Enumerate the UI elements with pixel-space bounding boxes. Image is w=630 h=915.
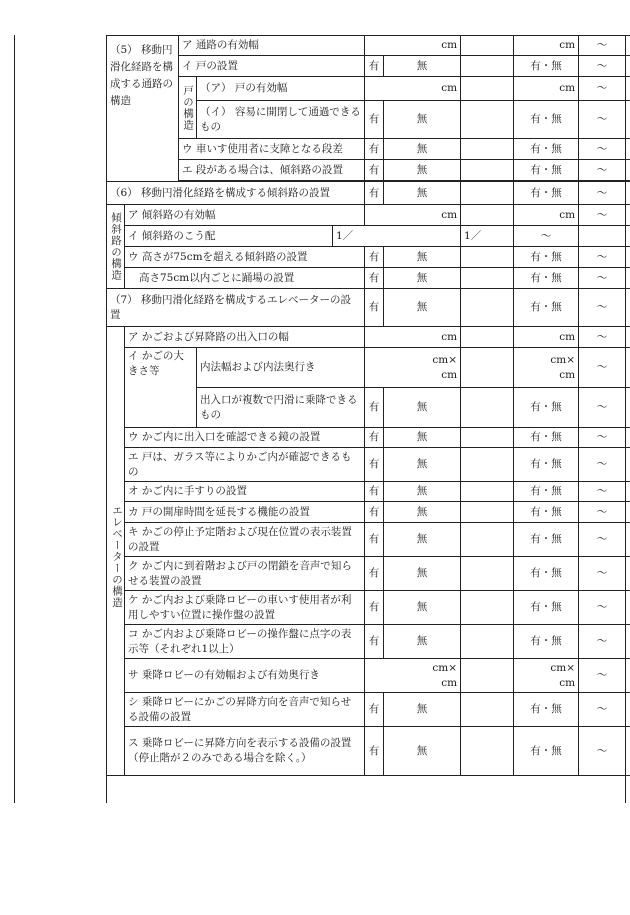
- unit-top: cm×: [550, 353, 576, 366]
- yes-cell: 有: [365, 139, 384, 160]
- table-row: [107, 139, 630, 160]
- yes-no-cell: 有・無: [514, 428, 579, 448]
- table-row: [107, 56, 630, 77]
- blank-cell: [626, 448, 630, 482]
- range-cell: ～: [579, 36, 626, 56]
- yes-cell: 有: [365, 388, 384, 428]
- door-structure-label: 戸の構造: [179, 77, 197, 139]
- table-row: [107, 523, 630, 557]
- row-label: エ 戸は、ガラス等によりかご内が確認できるもの: [125, 448, 365, 482]
- blank-cell: [626, 160, 630, 181]
- yes-no-cell: 有・無: [514, 56, 579, 77]
- facility-check-table: [106, 35, 630, 776]
- no-cell: 無: [384, 523, 461, 557]
- blank-cell: [461, 139, 514, 160]
- range-cell: ～: [579, 523, 626, 557]
- row-label: ウ 車いす使用者に支障となる段差: [179, 139, 365, 160]
- range-cell: ～: [579, 160, 626, 181]
- blank-cell: [626, 428, 630, 448]
- row-label: エ 段がある場合は、傾斜路の設置: [179, 160, 365, 181]
- blank-cell: [461, 77, 514, 101]
- blank-cell: [461, 160, 514, 181]
- table-row: [107, 36, 630, 56]
- yes-no-cell: 有・無: [514, 502, 579, 523]
- row-label: カ 戸の開扉時間を延長する機能の設置: [125, 502, 365, 523]
- blank-cell: [461, 36, 514, 56]
- range-cell: ～: [579, 388, 626, 428]
- yes-cell: 有: [365, 160, 384, 181]
- yes-no-cell: 有・無: [514, 727, 579, 776]
- table-row: [107, 182, 630, 205]
- yes-cell: 有: [365, 182, 384, 205]
- row-label: ス 乗降ロビーに昇降方向を表示する設備の設置（停止階が２のみである場合を除く。）: [125, 727, 365, 776]
- yes-no-cell: 有・無: [514, 182, 579, 205]
- table-row: [107, 727, 630, 776]
- range-cell: ～: [579, 502, 626, 523]
- yes-cell: 有: [365, 727, 384, 776]
- blank-cell: [626, 523, 630, 557]
- blank-cell: [626, 348, 630, 388]
- yes-cell: 有: [365, 502, 384, 523]
- table-row: [107, 77, 630, 101]
- blank-cell: [626, 482, 630, 502]
- blank-cell: [461, 727, 514, 776]
- no-cell: 無: [384, 625, 461, 659]
- row-label: ウ かご内に出入口を確認できる鏡の設置: [125, 428, 365, 448]
- blank-cell: [461, 388, 514, 428]
- unit-cell: cm: [365, 36, 461, 56]
- blank-cell: [461, 591, 514, 625]
- range-cell: ～: [579, 482, 626, 502]
- table-row: [107, 625, 630, 659]
- range-cell: ～: [579, 659, 626, 693]
- yes-cell: 有: [365, 56, 384, 77]
- blank-cell: [461, 557, 514, 591]
- unit-bottom: cm: [559, 676, 576, 689]
- unit-cell: [365, 659, 461, 693]
- blank-cell: [461, 448, 514, 482]
- no-cell: 無: [384, 482, 461, 502]
- yes-no-cell: 有・無: [514, 139, 579, 160]
- blank-cell: [461, 327, 514, 348]
- unit-cell: cm: [365, 327, 461, 348]
- yes-no-cell: 有・無: [514, 247, 579, 268]
- range-cell: ～: [579, 625, 626, 659]
- row-sublabel: 出入口が複数で円滑に乗降できるもの: [197, 388, 365, 428]
- table-row: [107, 659, 630, 693]
- yes-cell: 有: [365, 625, 384, 659]
- blank-cell: [461, 56, 514, 77]
- range-cell: ～: [579, 56, 626, 77]
- unit-cell: cm: [365, 77, 461, 101]
- no-cell: 無: [384, 247, 461, 268]
- blank-cell: [626, 502, 630, 523]
- row-label: オ かご内に手すりの設置: [125, 482, 365, 502]
- blank-cell: [461, 268, 514, 289]
- row-label: ケ かご内および乗降ロビーの車いす使用者が利用しやすい位置に操作盤の設置: [125, 591, 365, 625]
- blank-cell: [626, 205, 630, 226]
- yes-cell: 有: [365, 428, 384, 448]
- yes-cell: 有: [365, 289, 384, 327]
- range-cell: ～: [579, 727, 626, 776]
- row-label: イ 傾斜路のこう配: [125, 226, 333, 247]
- range-cell: ～: [579, 268, 626, 289]
- unit-cell: cm: [514, 327, 579, 348]
- unit-top: cm×: [432, 353, 458, 366]
- unit-bottom: cm: [441, 676, 458, 689]
- table-row: [107, 557, 630, 591]
- blank-cell: [461, 428, 514, 448]
- row-label: ア かごおよび昇降路の出入口の幅: [125, 327, 365, 348]
- unit-top: cm×: [432, 661, 458, 674]
- left-margin-line: [14, 35, 15, 803]
- blank-cell: [579, 226, 626, 247]
- range-cell: ～: [579, 327, 626, 348]
- blank-cell: [626, 693, 630, 727]
- range-cell: ～: [514, 226, 579, 247]
- yes-cell: 有: [365, 591, 384, 625]
- row-label: コ かご内および乗降ロビーの操作盤に点字の表示等（それぞれ1以上）: [125, 625, 365, 659]
- yes-cell: 有: [365, 482, 384, 502]
- blank-cell: [461, 348, 514, 388]
- table-row: [107, 247, 630, 268]
- blank-cell: [626, 289, 630, 327]
- range-cell: ～: [579, 557, 626, 591]
- no-cell: 無: [384, 591, 461, 625]
- row-label: ア 通路の有効幅: [179, 36, 365, 56]
- range-cell: ～: [579, 247, 626, 268]
- blank-cell: [461, 625, 514, 659]
- unit-cell: cm: [514, 77, 579, 101]
- row-sublabel: 内法幅および内法奥行き: [197, 348, 365, 388]
- blank-cell: [626, 388, 630, 428]
- unit-cell: [514, 659, 579, 693]
- yes-no-cell: 有・無: [514, 101, 579, 139]
- range-cell: ～: [579, 182, 626, 205]
- row-label: （イ） 容易に開閉して通過できるもの: [197, 101, 365, 139]
- no-cell: 無: [384, 388, 461, 428]
- slope-cell: 1／: [461, 226, 514, 247]
- range-cell: ～: [579, 348, 626, 388]
- yes-cell: 有: [365, 693, 384, 727]
- row-label: キ かごの停止予定階および現在位置の表示装置の設置: [125, 523, 365, 557]
- blank-cell: [461, 205, 514, 226]
- blank-cell: [461, 247, 514, 268]
- row-label: ク かご内に到着階および戸の閉鎖を音声で知らせる装置の設置: [125, 557, 365, 591]
- blank-cell: [626, 77, 630, 101]
- unit-cell: cm: [514, 36, 579, 56]
- row-label: （ア） 戸の有効幅: [197, 77, 365, 101]
- blank-cell: [626, 659, 630, 693]
- blank-cell: [626, 625, 630, 659]
- elevator-structure-label: エレベーターの構造: [107, 327, 125, 776]
- yes-cell: 有: [365, 101, 384, 139]
- table-row: [107, 205, 630, 226]
- no-cell: 無: [384, 139, 461, 160]
- section6-title: （6） 移動円滑化経路を構成する傾斜路の設置: [107, 182, 365, 205]
- table-row: [107, 226, 630, 247]
- table-row: [107, 428, 630, 448]
- blank-cell: [461, 502, 514, 523]
- range-cell: ～: [579, 591, 626, 625]
- yes-cell: 有: [365, 268, 384, 289]
- slope-structure-label: 傾斜路の構造: [107, 205, 125, 289]
- range-cell: ～: [579, 428, 626, 448]
- table-row: [107, 160, 630, 181]
- table-row: [107, 448, 630, 482]
- no-cell: 無: [384, 693, 461, 727]
- no-cell: 無: [384, 160, 461, 181]
- blank-cell: [626, 727, 630, 776]
- range-cell: ～: [579, 139, 626, 160]
- row-label: サ 乗降ロビーの有効幅および有効奥行き: [125, 659, 365, 693]
- yes-no-cell: 有・無: [514, 557, 579, 591]
- blank-cell: [461, 101, 514, 139]
- unit-bottom: cm: [559, 368, 576, 381]
- range-cell: ～: [579, 448, 626, 482]
- range-cell: ～: [579, 77, 626, 101]
- yes-no-cell: 有・無: [514, 693, 579, 727]
- yes-cell: 有: [365, 557, 384, 591]
- row-label: ウ 高さが75cmを超える傾斜路の設置: [125, 247, 365, 268]
- no-cell: 無: [384, 101, 461, 139]
- table-row: [107, 482, 630, 502]
- range-cell: ～: [579, 101, 626, 139]
- yes-no-cell: 有・無: [514, 482, 579, 502]
- blank-cell: [626, 182, 630, 205]
- unit-cell: [365, 348, 461, 388]
- no-cell: 無: [384, 428, 461, 448]
- no-cell: 無: [384, 727, 461, 776]
- yes-cell: 有: [365, 247, 384, 268]
- blank-cell: [461, 659, 514, 693]
- table-row: [107, 289, 630, 327]
- yes-no-cell: 有・無: [514, 448, 579, 482]
- unit-cell: cm: [365, 205, 461, 226]
- table-row: [107, 693, 630, 727]
- row-label: イ かごの大きさ等: [125, 348, 197, 428]
- blank-cell: [626, 139, 630, 160]
- range-cell: ～: [579, 289, 626, 327]
- blank-cell: [626, 557, 630, 591]
- blank-cell: [461, 182, 514, 205]
- row-label: シ 乗降ロビーにかごの昇降方向を音声で知らせる設備の設置: [125, 693, 365, 727]
- blank-cell: [461, 482, 514, 502]
- yes-no-cell: 有・無: [514, 160, 579, 181]
- yes-no-cell: 有・無: [514, 523, 579, 557]
- blank-cell: [626, 56, 630, 77]
- section7-title: （7） 移動円滑化経路を構成するエレベーターの設置: [107, 289, 365, 327]
- no-cell: 無: [384, 182, 461, 205]
- blank-cell: [626, 36, 630, 56]
- blank-cell: [626, 327, 630, 348]
- range-cell: ～: [579, 693, 626, 727]
- blank-cell: [626, 268, 630, 289]
- no-cell: 無: [384, 448, 461, 482]
- no-cell: 無: [384, 557, 461, 591]
- blank-cell: [626, 591, 630, 625]
- table-row: [107, 348, 630, 388]
- blank-cell: [461, 289, 514, 327]
- blank-cell: [626, 247, 630, 268]
- unit-top: cm×: [550, 661, 576, 674]
- slope-cell: 1／: [333, 226, 461, 247]
- blank-cell: [461, 693, 514, 727]
- yes-no-cell: 有・無: [514, 625, 579, 659]
- yes-no-cell: 有・無: [514, 289, 579, 327]
- yes-cell: 有: [365, 523, 384, 557]
- table-row: [107, 591, 630, 625]
- yes-cell: 有: [365, 448, 384, 482]
- no-cell: 無: [384, 289, 461, 327]
- range-cell: ～: [579, 205, 626, 226]
- row-label: ア 傾斜路の有効幅: [125, 205, 365, 226]
- blank-cell: [626, 101, 630, 139]
- yes-no-cell: 有・無: [514, 591, 579, 625]
- no-cell: 無: [384, 502, 461, 523]
- table-row: [107, 502, 630, 523]
- no-cell: 無: [384, 268, 461, 289]
- row-label: 高さ75cm以内ごとに踊場の設置: [125, 268, 365, 289]
- unit-cell: [514, 348, 579, 388]
- table-row: [107, 268, 630, 289]
- unit-cell: cm: [514, 205, 579, 226]
- yes-no-cell: 有・無: [514, 268, 579, 289]
- table-row: [107, 327, 630, 348]
- yes-no-cell: 有・無: [514, 388, 579, 428]
- row-label: イ 戸の設置: [179, 56, 365, 77]
- no-cell: 無: [384, 56, 461, 77]
- section5-title: （5） 移動円滑化経路を構成する通路の構造: [107, 36, 179, 182]
- unit-bottom: cm: [441, 368, 458, 381]
- blank-cell: [461, 523, 514, 557]
